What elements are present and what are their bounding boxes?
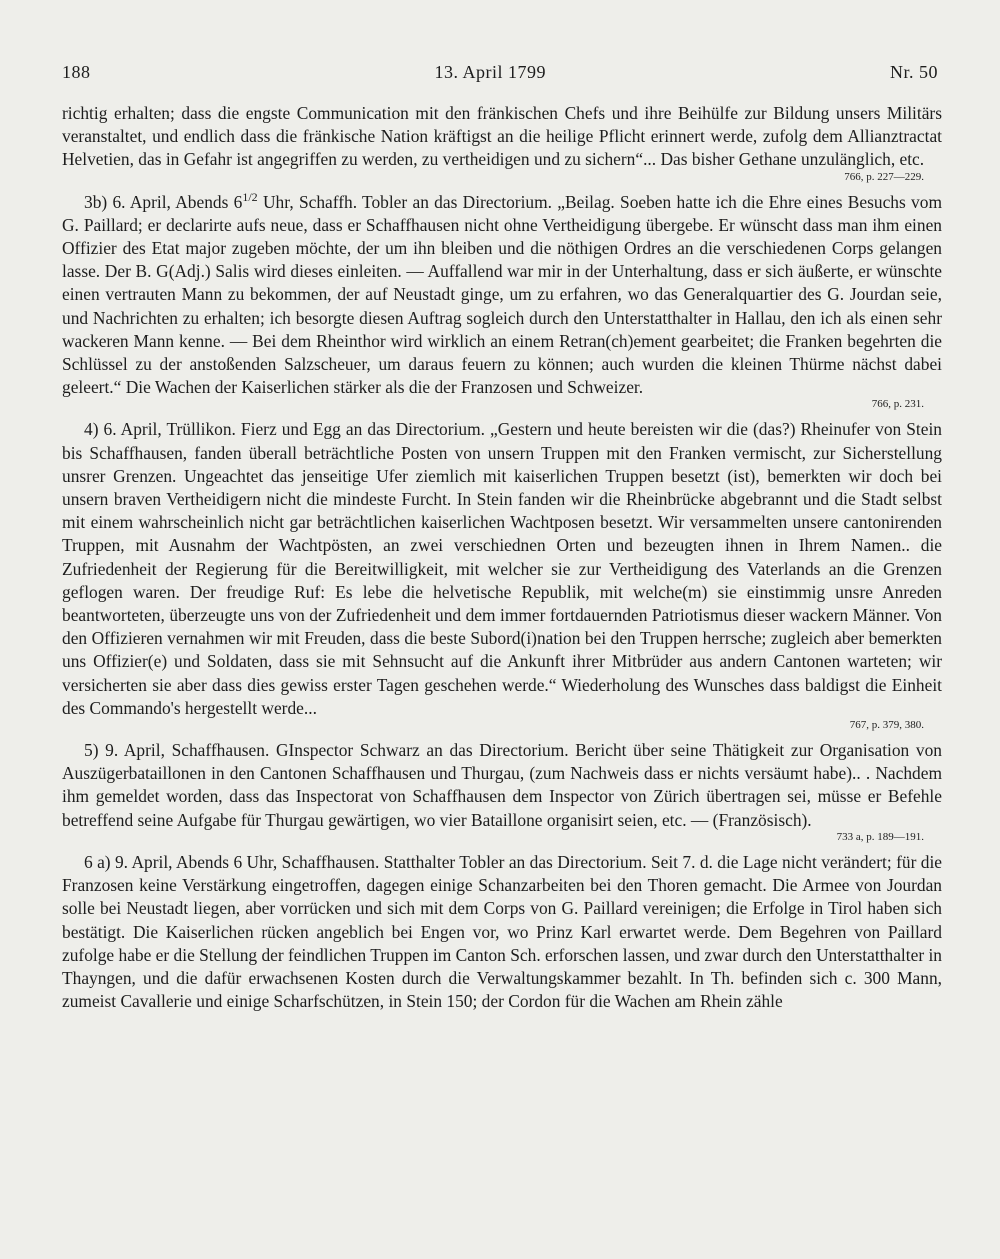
running-header bbox=[62, 62, 938, 83]
entry-3b bbox=[62, 191, 942, 413]
source-reference: 766, p. 231. bbox=[871, 398, 924, 411]
source-reference: 733 a, p. 189—191. bbox=[836, 830, 924, 843]
paragraph-1 bbox=[62, 102, 942, 185]
header-date: 13. April 1799 bbox=[434, 62, 546, 82]
entry-6a bbox=[62, 851, 942, 1013]
entry-heading: 3b) 6. April, Abends 6 bbox=[84, 191, 243, 212]
entry-text: GInspector Schwarz an das Directorium. Bericht über seine Thätigkeit zur Organisation von Auszügerbataillonen in den Cantonen Schaffhausen und Thurgau, (zum Nachweis dass er nichts versäumt habe).. . Nachdem ihm gemeldet worden, dass das Inspectorat von Schaffhausen dem Inspector von Zürich übertragen sei, müsse er Befehle betreffend seine Aufgabe für Thurgau gewärtigen, wo vier Bataillone organisirt seien, etc. — (Französisch). bbox=[62, 740, 942, 830]
page-number: 188 bbox=[62, 62, 91, 82]
paragraph-text: richtig erhalten; dass die engste Communication mit den fränkischen Chefs und ihre Beihülfe zur Bildung unsers Militärs veranstaltet, und endlich dass die fränkische Nation kräftigst an die heilige Pflicht erinnert werde, zufolg dem Allianztractat Helvetien, das in Gefahr ist angegriffen zu werden, zu vertheidigen und zu sichern“... Das bisher Gethane unzulänglich, etc. bbox=[62, 103, 942, 170]
document-body bbox=[62, 102, 942, 1013]
entry-5 bbox=[62, 739, 942, 845]
entry-heading: 6 a) 9. April, Abends 6 Uhr, Schaffhausen. bbox=[84, 851, 380, 872]
entry-text: Fierz und Egg an das Directorium. „Gestern und heute bereisten wir die (das?) Rheinufer von Stein bis Schaffhausen, fanden überall beträchtliche Posten von unsern Truppen mit den Franken vermischt, zur Sicherstellung unsrer Grenzen. Ungeachtet das jenseitige Ufer ziemlich mit kaiserlichen Truppen besetzt (ist), bemerkten wir doch bei unsern braven Vertheidigern nicht die mindeste Furcht. In Stein fanden wir die Rheinbrücke abgebrannt und die Stadt selbst mit einem wahrscheinlich nicht gar beträchtlichen kaiserlichen Wachtposen besetzt. Wir versammelten unsere cantonirenden Truppen, mit Ausnahm der Wachtpösten, an zwei verschiednen Orten und bezeugten ihnen in Ihrem Namen.. die Zufriedenheit der Regierung für die Bereitwilligkeit, mit welcher sie zur Vertheidigung des Vaterlands an die Grenzen geflogen waren. Der freudige Ruf: Es lebe die helvetische Republik, mit welche(m) sie einstimmig unsre Anreden beantworteten, überzeugte uns von der Zufriedenheit und dem immer fortdauernden Patriotismus dieser wackern Männer. Von den Offizieren vernahmen wir mit Freuden, dass die beste Subord(i)nation bei den Truppen herrsche; zugleich aber bemerkten uns Offizier(e) und Soldaten, dass sie mit Sehnsucht auf die Ankunft ihrer Mitbrüder aus andern Cantonen warteten; wir versicherten sie aber dass dies gewiss erster Tagen geschehen werde.“ Wiederholung des Wunsches dass baldigst die Einheit des Commando's hergestellt werde... bbox=[62, 419, 943, 718]
source-reference: 766, p. 227—229. bbox=[844, 170, 924, 183]
issue-number: Nr. 50 bbox=[889, 62, 938, 82]
source-reference: 767, p. 379, 380. bbox=[849, 719, 924, 732]
entry-heading: 5) 9. April, Schaffhausen. bbox=[84, 740, 270, 761]
fraction: 1/2 bbox=[242, 189, 258, 204]
entry-4 bbox=[62, 418, 942, 733]
entry-text: Uhr, Schaffh. Tobler an das Directorium. „Beilag. Soeben hatte ich die Ehre eines Besuchs vom G. Paillard; er declarirte aufs neue, dass er Schaffhausen nicht ohne Vertheidigung übergebe. Er wünscht dass man ihm einen Offizier des Etat major zugeben möchte, der um ihn bleiben und die nöthigen Ordres an die verschiedenen Corps gelangen lasse. Der B. G(Adj.) Salis wird dieses einleiten. — Auffallend war mir in der Unterhaltung, dass er sich äußerte, er wünschte einen vertrauten Mann zu bekommen, der auf Neustadt ginge, um zu erfahren, wo das Generalquartier des G. Jourdan seie, und Nachrichten zu erhalten; ich besorgte diesen Auftrag sogleich durch den Unterstatthalter in Hallau, den ich als einen sehr wackeren Mann kenne. — Bei dem Rheinthor wird wirklich an einem Retran(ch)ement gearbeitet; die Franken begehrten die Schlüssel zu der anstoßenden Salzscheuer, um daraus feuern zu können; auch wurden die kleinen Thürme nächst dabei geleert.“ Die Wachen der Kaiserlichen stärker als die der Franzosen und Schweizer. bbox=[62, 191, 942, 398]
entry-heading: 4) 6. April, Trüllikon. bbox=[84, 419, 236, 440]
entry-text: Statthalter Tobler an das Directorium. Seit 7. d. die Lage nicht verändert; für die Franzosen keine Verstärkung eingetroffen, dagegen einige Schanzarbeiten bei den Thoren gemacht. Die Armee von Jourdan solle bei Neustadt liegen, aber vorrücken und sich mit dem Corps von G. Paillard vereinigen; die Erfolge in Tirol haben sich bestätigt. Die Kaiserlichen rücken angeblich bei Engen vor, wo Prinz Karl erwartet werde. Dem Begehren von Paillard zufolge habe er die Stellung der feindlichen Truppen im Canton Sch. erforschen lassen, und zwar durch den Unterstatthalter in Thayngen, und die dafür erwachsenen Kosten durch die Verwaltungskammer bezahlt. In Th. befinden sich c. 300 Mann, zumeist Cavallerie und einige Scharfschützen, in Stein 150; der Cordon für die Wachen am Rhein zähle bbox=[62, 851, 942, 1012]
